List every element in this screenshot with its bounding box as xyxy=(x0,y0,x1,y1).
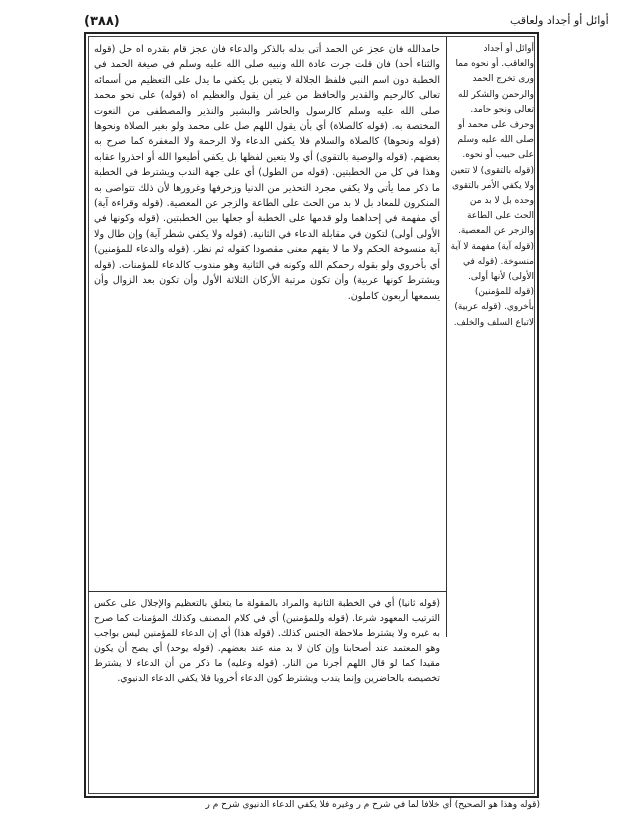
margin-text-body: أوائل أو أجداد والعاقب. أو نحوه مما ورى تخرج الحمد والرحمن والشكر لله تعالى ونحو حامد. وحرف على محمد أو صلى الله عليه وسلم على حبيب أو نحوه. (قوله بالتقوى) لا تتعين ولا يكفي الأمر بالتقوى وحده بل لا بد من الحث على الطاعة والزجر عن المعصية. (قوله آية) مفهمة لا آية منسوخة. (قوله في الأولى) لأنها أولى. (قوله للمؤمنين) بأخروي. (قوله عربية) لاتباع السلف والخلف. xyxy=(450,44,534,328)
running-header: أوائل أو أجداد ولعاقب xyxy=(510,14,609,27)
lower-commentary xyxy=(94,596,440,792)
column-divider xyxy=(446,37,447,637)
page-number: (٣٨٨) xyxy=(84,14,120,29)
footer-note: (قوله وهذا هو الصحيح) أي خلافا لما في شرح م ر وغيره فلا يكفي الدعاء الدنيوي شرح م ر xyxy=(205,800,540,810)
margin-text xyxy=(450,42,534,632)
main-commentary-text: حامدالله فان عجز عن الحمد أتى بدله بالذكر والدعاء فان عجز قام بقدره اه حل (قوله والثناء أحد) فان قلت جرت عادة الله ونبيه صلى الله عليه وسلم في صيغة الحمد في الخطبة دون اسم النبي فلفظ الجلالة لا يتعين بل يكفي ما يدل على التعظيم من أسمائه تعالى كالرحيم والقدير والحافظ من غير أن يقول والعظيم اه (قوله) على نحو محمد صلى الله عليه وسلم كالرسول والحاشر والبشير والنذير والمصطفى من النعوت المختصة به. (قوله كالصلاة) أي بأن يقول اللهم صل على محمد ولو بغير الصلاة ونحوها (قوله ونحوها) كالصلاة والسلام فلا يكفي الدعاء ولا الرحمة ولا المغفرة كما صرح به بعضهم. (قوله والوصية بالتقوى) أي ولا يتعين لفظها بل يكفي أطيعوا الله أو احذروا عقابه وهذا في كل من الخطبتين. (قوله من الطول) أي على جهة الندب ويشترط في الخطبة ما ذكر مما يأتي ولا يكفي مجرد التحذير من الدنيا وزخرفها وغرورها لأن ذلك تتواصى به المنكرون للمعاد بل لا بد من الحث على الطاعة والزجر عن المعصية. (قوله وقراءة آية) أي مفهمة في إحداهما ولو قدمها على الخطبة أو جعلها بين الخطبتين. (قوله وكونها في الأولى أولى) لتكون في مقابلة الدعاء في الثانية. (قوله ولا يكفي شطر آية) وإن طال ولا آية منسوخة الحكم ولا ما لا يفهم معنى مقصودا كقوله ثم نظر. (قوله والدعاء للمؤمنين) أي بأخروي ولو بقوله رحمكم الله وكونه في الثانية وهو مندوب كالدعاء للمؤمنات. (قوله ويشترط كونها عربية) وأن تكون مرتبة الأركان الثلاثة الأول وأن تكون بعد الزوال وأن يسمعها أربعون كاملون. xyxy=(94,44,440,302)
section-divider xyxy=(88,591,446,592)
lower-commentary-text: (قوله ثانيا) أي في الخطبة الثانية والمراد بالمقولة ما يتعلق بالتعظيم والإجلال على عكس الترتيب المعهود شرعا. (قوله وللمؤمنين) أي في كلام المصنف وكذلك المؤمنات كما صرح به غيره ولا يشترط ملاحظة الجنس كذلك. (قوله هذا) أي إن الدعاء للمؤمنين ليس بواجب وهو المعتمد عند أصحابنا وإن كان لا بد منه عند بعضهم. (قوله يوحد) أي يصح أن يكون مقيدا كما لو قال اللهم أجرنا من النار. (قوله وعليه) ما ذكر من أن الدعاء لا يشترط تخصيصه بالحاضرين وإنما يندب ويشترط كون الدعاء أخرويا فلا يكفي الدعاء الدنيوي. xyxy=(94,598,440,684)
main-commentary xyxy=(94,42,440,587)
